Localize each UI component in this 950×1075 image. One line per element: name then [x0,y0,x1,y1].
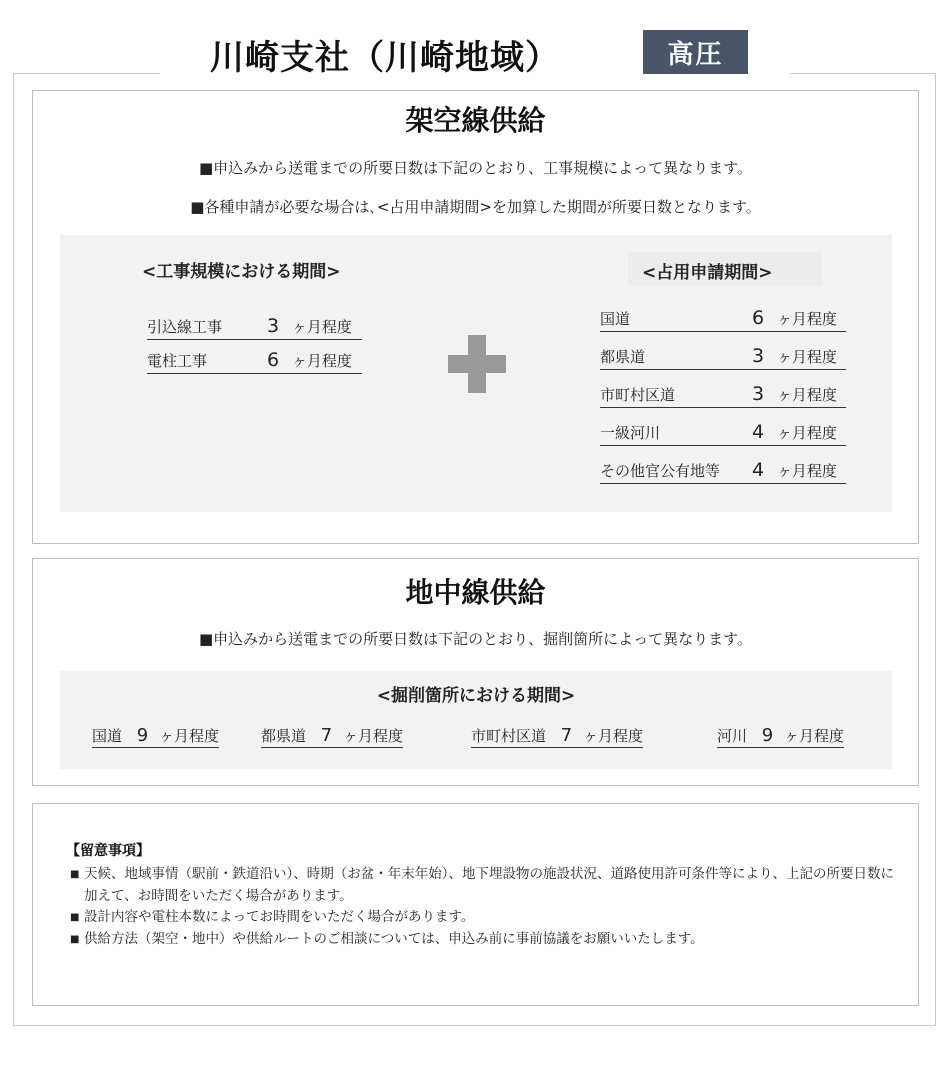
remark-item: ■ 供給方法（架空・地中）や供給ルートのご相談については、申込み前に事前協議をお願いいたします。 [66,929,896,951]
work-item-unit: ヶ月程度 [291,352,352,370]
work-item-unit: ヶ月程度 [291,318,352,336]
occupancy-item-label: 都県道 [600,348,646,366]
work-item-label: 電柱工事 [147,352,208,370]
excavation-item-value: 9 [136,725,149,746]
bullet-icon: ■ [70,933,80,945]
occupancy-item-value: 3 [752,383,765,405]
voltage-badge: 高圧 [643,30,748,74]
excavation-item-unit: ヶ月程度 [784,727,845,745]
overhead-note-2: ■各種申請が必要な場合は､<占用申請期間>を加算した期間が所要日数となります。 [190,198,761,216]
excavation-item-value: 7 [560,725,573,746]
underground-note: ■申込みから送電までの所要日数は下記のとおり、掘削箇所によって異なります。 [199,630,752,648]
excavation-item-value: 7 [320,725,333,746]
work-item-service-line [147,315,362,340]
occupancy-item-municipal-road [600,383,846,408]
plus-icon [448,335,506,393]
excavation-item-river [717,725,844,748]
occupancy-item-value: 4 [752,459,765,481]
bullet-icon: ■ [70,869,80,880]
excavation-item-municipal-road [471,725,643,748]
occupancy-item-label: 国道 [600,310,631,328]
excavation-period-panel [60,671,892,769]
excavation-item-label: 河川 [717,727,748,745]
remarks-list [66,864,896,950]
work-item-value: 6 [267,349,280,371]
occupancy-item-value: 6 [752,307,765,329]
excavation-heading: <掘削箇所における期間> [376,686,576,706]
occupancy-item-label: 一級河川 [600,424,661,442]
excavation-item-unit: ヶ月程度 [583,727,644,745]
occupancy-item-unit: ヶ月程度 [776,310,837,328]
excavation-item-prefectural-road [261,725,403,748]
overhead-note-1: ■申込みから送電までの所要日数は下記のとおり、工事規模によって異なります。 [199,159,752,177]
excavation-item-label: 市町村区道 [471,727,547,745]
bullet-icon: ■ [70,912,80,923]
work-item-label: 引込線工事 [147,318,223,336]
excavation-item-unit: ヶ月程度 [343,727,404,745]
occupancy-item-prefectural-road [600,345,846,370]
occupancy-item-national-road [600,307,846,332]
remark-item: ■ 天候、地域事情（駅前・鉄道沿い）、時期（お盆・年末年始）、地下埋設物の施設状況、道路使用許可条件等により、上記の所要日数に加えて、お時間をいただく場合があります。 [70,866,894,904]
work-item-value: 3 [267,315,280,337]
excavation-item-unit: ヶ月程度 [159,727,220,745]
excavation-item-national-road [92,725,219,748]
occupancy-item-unit: ヶ月程度 [776,348,837,366]
overhead-title: 架空線供給 [405,104,546,137]
excavation-item-value: 9 [761,725,774,746]
occupancy-item-value: 4 [752,421,765,443]
remarks-heading: 【留意事項】 [66,843,150,859]
occupancy-item-other-public-land [600,459,846,484]
overhead-period-panel [60,235,892,512]
remark-item: ■ 設計内容や電柱本数によってお時間をいただく場合があります。 [66,907,896,929]
underground-section [32,558,919,786]
excavation-item-label: 国道 [92,727,123,745]
occupancy-item-unit: ヶ月程度 [776,462,837,480]
remarks-section [32,803,919,1006]
occupancy-item-class-a-river [600,421,846,446]
occupancy-item-unit: ヶ月程度 [776,424,837,442]
occupancy-heading: <占用申請期間> [642,263,773,283]
underground-title: 地中線供給 [405,576,546,609]
occupancy-item-unit: ヶ月程度 [776,386,837,404]
occupancy-item-label: その他官公有地等 [600,462,721,480]
page-title: 川崎支社（川崎地域） [210,38,560,78]
overhead-section [32,90,919,544]
excavation-item-label: 都県道 [261,727,307,745]
occupancy-item-value: 3 [752,345,765,367]
work-item-pole [147,349,362,374]
work-scale-heading: <工事規模における期間> [142,262,341,282]
occupancy-item-label: 市町村区道 [600,386,676,404]
